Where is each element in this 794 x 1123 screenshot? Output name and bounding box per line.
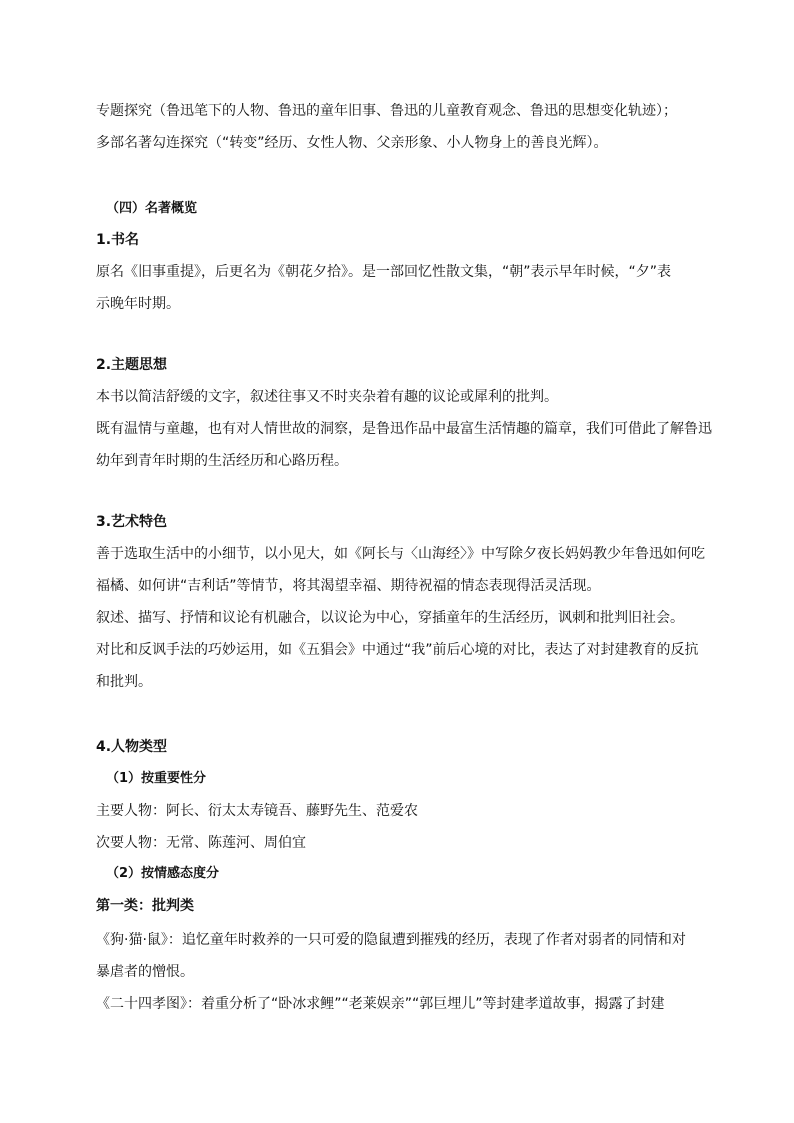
category-critical: 第一类：批判类 [96, 898, 194, 914]
paragraph-line: 对比和反讽手法的巧妙运用，如《五猖会》中通过“我”前后心境的对比，表达了对封建教育的反抗 [96, 642, 699, 658]
main-characters: 主要人物：阿长、衍太太寿镜吾、藤野先生、范爱农 [96, 803, 418, 819]
paragraph-line: 福橘、如何讲“吉利话”等情节，将其渴望幸福、期待祝福的情态表现得活灵活现。 [96, 578, 601, 594]
subheading-art-features: 3.艺术特色 [96, 514, 168, 530]
paragraph-line: 本书以简洁舒缓的文字，叙述往事又不时夹杂着有趣的议论或犀利的批判。 [96, 389, 558, 405]
subheading-character-types: 4.人物类型 [96, 739, 168, 755]
paragraph-line: 叙述、描写、抒情和议论有机融合，以议论为中心，穿插童年的生活经历，讽刺和批判旧社会。 [96, 610, 684, 626]
paragraph-line: 原名《旧事重提》，后更名为《朝花夕拾》。是一部回忆性散文集，“朝”表示早年时候，“夕”表 [96, 264, 672, 280]
paragraph-line: 既有温情与童趣，也有对人情世故的洞察，是鲁迅作品中最富生活情趣的篇章，我们可借此了解鲁迅 [96, 421, 712, 437]
paragraph-line: 幼年到青年时期的生活经历和心路历程。 [96, 453, 348, 469]
intro-line-2: 多部名著勾连探究（“转变”经历、女性人物、父亲形象、小人物身上的善良光辉）。 [96, 135, 608, 151]
category-by-importance: （1）按重要性分 [106, 771, 207, 786]
intro-line-1: 专题探究（鲁迅笔下的人物、鲁迅的童年旧事、鲁迅的儿童教育观念、鲁迅的思想变化轨迹）； [96, 103, 677, 119]
paragraph-line: 和批判。 [96, 674, 152, 690]
paragraph-line: 《二十四孝图》：着重分析了“卧冰求鲤”“老莱娱亲”“郭巨埋儿”等封建孝道故事，揭露了封建 [96, 996, 665, 1012]
paragraph-line: 《狗·猫·鼠》：追忆童年时救养的一只可爱的隐鼠遭到摧残的经历，表现了作者对弱者的同情和对 [96, 932, 686, 948]
paragraph-line: 暴虐者的憎恨。 [96, 964, 194, 980]
minor-characters: 次要人物：无常、陈莲河、周伯宜 [96, 835, 306, 851]
paragraph-line: 示晚年时期。 [96, 296, 180, 312]
section-heading: （四）名著概览 [106, 201, 198, 216]
category-by-emotion: （2）按情感态度分 [106, 866, 220, 881]
subheading-theme: 2.主题思想 [96, 357, 168, 373]
paragraph-line: 善于选取生活中的小细节，以小见大，如《阿长与〈山海经〉》中写除夕夜长妈妈教少年鲁迅如何吃 [96, 546, 705, 562]
subheading-book-title: 1.书名 [96, 232, 140, 248]
